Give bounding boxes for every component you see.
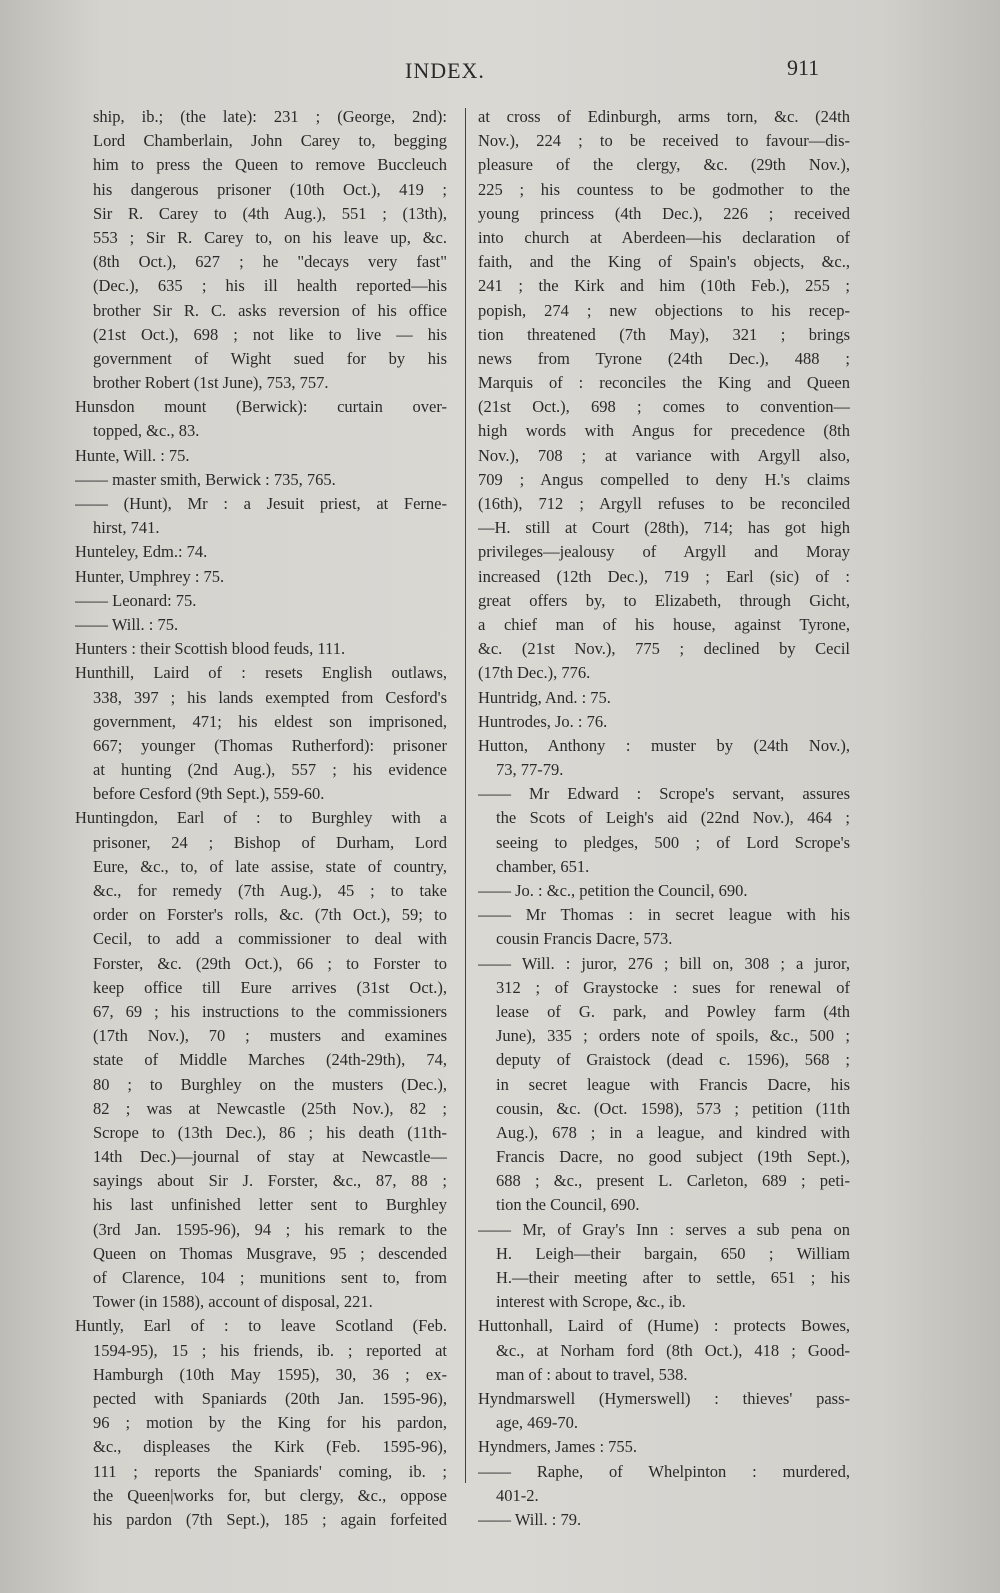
index-line: Huntridg, And. : 75. (478, 687, 611, 707)
index-line: (8th Oct.), 627 ; he "decays very fast" (93, 252, 447, 272)
index-line: Scrope to (13th Dec.), 86 ; his death (11th- (93, 1122, 447, 1142)
index-line: Francis Dacre, no good subject (19th Sept.), (496, 1147, 850, 1167)
index-line: hirst, 741. (93, 518, 160, 538)
index-line: 82 ; was at Newcastle (25th Nov.), 82 ; (93, 1098, 447, 1118)
index-line: state of Middle Marches (24th-29th), 74, (93, 1050, 447, 1070)
running-header-title: INDEX. (405, 58, 485, 83)
index-line: —H. still at Court (28th), 714; has got high (478, 518, 850, 538)
index-line: 73, 77-79. (496, 760, 564, 780)
index-line: (21st Oct.), 698 ; comes to convention— (478, 397, 850, 417)
index-line: 225 ; his countess to be godmother to the (478, 179, 850, 199)
index-line: Tower (in 1588), account of disposal, 221. (93, 1292, 373, 1312)
index-line: Hamburgh (10th May 1595), 30, 36 ; ex- (93, 1364, 447, 1384)
index-line: &c., for remedy (7th Aug.), 45 ; to take (93, 881, 447, 900)
index-line: —— master smith, Berwick : 735, 765. (75, 469, 336, 489)
index-column-right (478, 105, 850, 1532)
index-line: his last unfinished letter sent to Burghley (93, 1195, 447, 1215)
index-line: keep office till Eure arrives (31st Oct.), (93, 977, 447, 997)
index-line: H.—their meeting after to settle, 651 ; his (496, 1268, 850, 1287)
index-line: 401-2. (496, 1485, 539, 1505)
index-line: tion threatened (7th May), 321 ; brings (478, 324, 850, 344)
index-line: —— Raphe, of Whelpinton : murdered, (478, 1461, 850, 1481)
index-line: Marquis of : reconciles the King and Queen (478, 373, 850, 393)
index-line: brother Sir R. C. asks reversion of his office (93, 300, 447, 320)
index-line: privileges—jealousy of Argyll and Moray (478, 542, 850, 562)
index-line: sayings about Sir J. Forster, &c., 87, 88 ; (93, 1171, 447, 1191)
index-line: Hunsdon mount (Berwick): curtain over- (75, 397, 447, 417)
page-number: 911 (787, 55, 820, 80)
index-line: the Scots of Leigh's aid (22nd Nov.), 464 ; (496, 808, 850, 828)
index-line: Huntrodes, Jo. : 76. (478, 711, 608, 731)
index-line: Hyndmers, James : 755. (478, 1437, 638, 1457)
index-line: at hunting (2nd Aug.), 557 ; his evidence (93, 760, 447, 780)
index-line: Forster, &c. (29th Oct.), 66 ; to Forster to (93, 953, 447, 973)
index-line: tion the Council, 690. (496, 1195, 640, 1215)
index-line: (17th Dec.), 776. (478, 663, 591, 683)
index-line: Sir R. Carey to (4th Aug.), 551 ; (13th), (93, 203, 447, 223)
index-line: 241 ; the Kirk and him (10th Feb.), 255 ; (478, 276, 850, 296)
index-line: Huntly, Earl of : to leave Scotland (Feb. (75, 1316, 447, 1336)
index-line: interest with Scrope, &c., ib. (496, 1292, 686, 1312)
index-line: —— Jo. : &c., petition the Council, 690. (478, 881, 748, 900)
index-line: &c., displeases the Kirk (Feb. 1595-96), (93, 1437, 447, 1457)
index-line: —— Will. : 75. (75, 614, 179, 634)
index-line: high words with Angus for precedence (8th (478, 421, 850, 441)
index-line: 688 ; &c., present L. Carleton, 689 ; peti- (496, 1171, 850, 1191)
index-line: pleasure of the clergy, &c. (29th Nov.), (478, 155, 850, 175)
index-line: Lord Chamberlain, John Carey to, begging (93, 131, 447, 151)
index-line: before Cesford (9th Sept.), 559-60. (93, 784, 325, 804)
index-line: man of : about to travel, 538. (496, 1364, 688, 1384)
index-line: his dangerous prisoner (10th Oct.), 419 ; (93, 179, 447, 199)
index-line: cousin, &c. (Oct. 1598), 573 ; petition (11th (496, 1098, 850, 1118)
index-line: —— Leonard: 75. (75, 590, 197, 610)
index-line: Eure, &c., to, of late assise, state of country, (93, 856, 447, 876)
index-line: young princess (4th Dec.), 226 ; received (478, 203, 850, 223)
index-line: Hutton, Anthony : muster by (24th Nov.), (478, 735, 850, 755)
index-line: 312 ; of Graystocke : sues for renewal of (496, 977, 850, 997)
index-line: 111 ; reports the Spaniards' coming, ib. ; (93, 1461, 447, 1481)
index-line: great offers by, to Elizabeth, through Gicht, (478, 590, 850, 610)
index-line: (21st Oct.), 698 ; not like to live — his (93, 324, 447, 344)
index-line: Hunter, Umphrey : 75. (75, 566, 225, 586)
index-line: ship, ib.; (the late): 231 ; (George, 2nd): (93, 107, 447, 126)
index-line: cousin Francis Dacre, 573. (496, 929, 673, 949)
index-line: brother Robert (1st June), 753, 757. (93, 373, 329, 393)
index-line: Hyndmarswell (Hymerswell) : thieves' pass- (478, 1388, 850, 1408)
index-line: —— Mr Edward : Scrope's servant, assures (478, 784, 850, 804)
index-line: Queen on Thomas Musgrave, 95 ; descended (93, 1243, 447, 1263)
index-line: 96 ; motion by the King for his pardon, (93, 1413, 447, 1433)
index-line: into church at Aberdeen—his declaration of (478, 227, 850, 247)
index-line: faith, and the King of Spain's objects, &c., (478, 252, 850, 272)
index-line: chamber, 651. (496, 856, 590, 876)
index-line: —— Will. : juror, 276 ; bill on, 308 ; a juror, (478, 953, 850, 973)
index-line: in secret league with Francis Dacre, his (496, 1074, 850, 1094)
index-line: (17th Nov.), 70 ; musters and examines (93, 1026, 447, 1046)
index-line: —— (Hunt), Mr : a Jesuit priest, at Ferne- (75, 494, 447, 513)
index-line: order on Forster's rolls, &c. (7th Oct.), 59; to (93, 905, 447, 925)
index-line: pected with Spaniards (20th Jan. 1595-96), (93, 1388, 447, 1408)
index-line: government, 471; his eldest son imprisoned, (93, 711, 447, 731)
index-line: 80 ; to Burghley on the musters (Dec.), (93, 1074, 447, 1094)
index-line: prisoner, 24 ; Bishop of Durham, Lord (93, 832, 447, 852)
index-line: —— Mr Thomas : in secret league with his (478, 905, 850, 925)
index-line: deputy of Graistock (dead c. 1596), 568 ; (496, 1050, 850, 1070)
index-line: lease of G. park, and Powley farm (4th (496, 1001, 850, 1021)
index-line: 14th Dec.)—journal of stay at Newcastle— (93, 1147, 447, 1167)
index-line: 1594-95), 15 ; his friends, ib. ; reported at (93, 1340, 447, 1360)
index-line: the Queen|works for, but clergy, &c., oppose (93, 1485, 447, 1505)
column-divider (465, 108, 466, 1483)
index-line: Aug.), 678 ; in a league, and kindred with (496, 1122, 850, 1142)
index-line: (3rd Jan. 1595-96), 94 ; his remark to the (93, 1219, 447, 1239)
index-line: 667; younger (Thomas Rutherford): prisoner (93, 735, 447, 755)
index-line: (16th), 712 ; Argyll refuses to be reconciled (478, 494, 850, 513)
index-line: June), 335 ; orders note of spoils, &c., 500 ; (496, 1026, 850, 1046)
index-line: Huntingdon, Earl of : to Burghley with a (75, 808, 447, 828)
index-line: —— Mr, of Gray's Inn : serves a sub pena on (478, 1219, 850, 1239)
index-line: Hunters : their Scottish blood feuds, 111. (75, 639, 346, 659)
index-line: —— Will. : 79. (478, 1509, 582, 1529)
index-line: Hunthill, Laird of : resets English outlaws, (75, 663, 447, 683)
index-line: 338, 397 ; his lands exempted from Cesford's (93, 687, 447, 707)
index-line: Nov.), 708 ; at variance with Argyll also, (478, 445, 850, 465)
index-line: Huttonhall, Laird of (Hume) : protects Bowes, (478, 1316, 850, 1336)
index-line: news from Tyrone (24th Dec.), 488 ; (478, 348, 850, 368)
index-line: seeing to pledges, 500 ; of Lord Scrope's (496, 832, 850, 852)
index-line: popish, 274 ; new objections to his recep- (478, 300, 850, 320)
index-line: 709 ; Angus compelled to deny H.'s claims (478, 469, 850, 489)
index-line: Nov.), 224 ; to be received to favour—dis- (478, 131, 850, 151)
index-line: government of Wight sued for by his (93, 348, 447, 368)
index-line: of Clarence, 104 ; munitions sent to, from (93, 1268, 447, 1287)
index-column-left (75, 105, 447, 1532)
index-line: topped, &c., 83. (93, 421, 200, 441)
index-line: (Dec.), 635 ; his ill health reported—his (93, 276, 447, 296)
index-line: at cross of Edinburgh, arms torn, &c. (24th (478, 107, 850, 126)
index-line: H. Leigh—their bargain, 650 ; William (496, 1243, 850, 1263)
index-line: 67, 69 ; his instructions to the commissioners (93, 1001, 447, 1021)
index-line: &c. (21st Nov.), 775 ; declined by Cecil (478, 639, 850, 659)
index-line: Hunteley, Edm.: 74. (75, 542, 208, 562)
index-line: increased (12th Dec.), 719 ; Earl (sic) of : (478, 566, 850, 586)
index-line: him to press the Queen to remove Buccleuch (93, 155, 447, 175)
index-line: &c., at Norham ford (8th Oct.), 418 ; Good- (496, 1340, 850, 1360)
index-line: Hunte, Will. : 75. (75, 445, 190, 465)
index-line: his pardon (7th Sept.), 185 ; again forfeited (93, 1509, 447, 1529)
index-line: 553 ; Sir R. Carey to, on his leave up, &c. (93, 227, 447, 247)
index-line: a chief man of his house, against Tyrone, (478, 614, 850, 634)
index-line: age, 469-70. (496, 1413, 579, 1433)
index-line: Cecil, to add a commissioner to deal with (93, 929, 447, 949)
